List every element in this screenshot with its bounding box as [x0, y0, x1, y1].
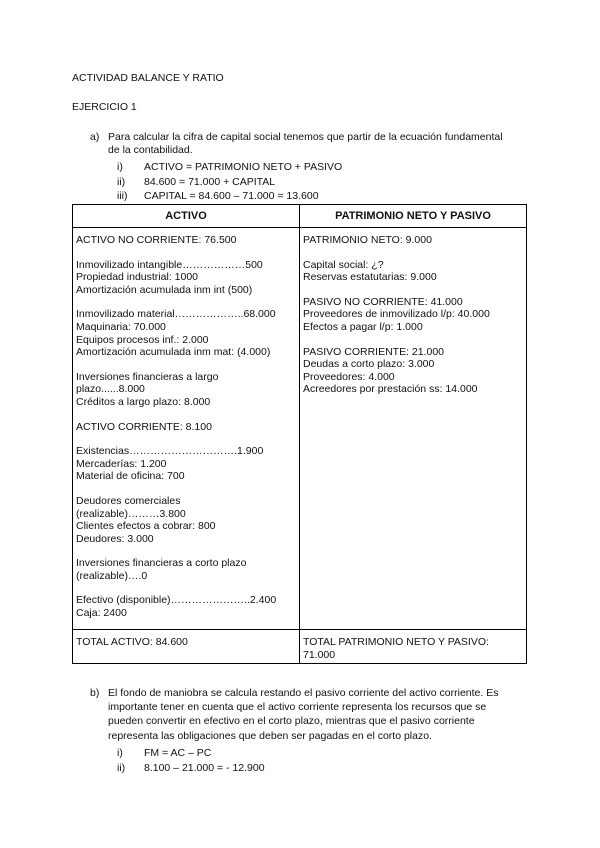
pasivo-line: Acreedores por prestación ss: 14.000 [303, 383, 478, 396]
activo-line: Maquinaria: 70.000 [76, 320, 166, 333]
pasivo-line: PASIVO NO CORRIENTE: 41.000 [303, 295, 463, 308]
activo-line: Propiedad industrial: 1000 [76, 271, 199, 284]
inversiones-largo-plazo-block [76, 371, 296, 409]
pasivo-line: Proveedores: 4.000 [303, 370, 395, 383]
activo-line: Deudores comerciales [76, 494, 181, 507]
activo-line: Mercaderías: 1.200 [76, 457, 167, 470]
activo-line: Material de oficina: 700 [76, 470, 185, 483]
part-b-marker: b) [90, 687, 100, 699]
activo-line: Inmovilizado material………………..68.000 [76, 308, 276, 321]
table-body-row [73, 228, 527, 630]
patrimonio-neto-block [303, 234, 523, 247]
patrimonio-pasivo-column [300, 228, 527, 630]
part-a-item-text: 84.600 = 71.000 + CAPITAL [144, 176, 276, 188]
part-b-item-num: i) [117, 747, 123, 759]
part-b-item-text: 8.100 – 21.000 = - 12.900 [144, 762, 265, 774]
document-title: ACTIVIDAD BALANCE Y RATIO [72, 72, 224, 84]
activo-line: Inversiones financieras a corto plazo [76, 557, 247, 570]
pasivo-line: PASIVO CORRIENTE: 21.000 [303, 345, 445, 358]
inversiones-corto-plazo-block [76, 557, 296, 582]
inmovilizado-intangible-block [76, 259, 296, 297]
capital-reservas-block [303, 259, 523, 284]
activo-line: Inversiones financieras a largo [76, 370, 219, 383]
activo-line: Equipos procesos inf.: 2.000 [76, 333, 209, 346]
part-b-item-num: ii) [117, 762, 126, 774]
existencias-block [76, 445, 296, 483]
activo-line: (realizable)….0 [76, 569, 148, 582]
activo-line: Clientes efectos a cobrar: 800 [76, 520, 216, 533]
deudores-comerciales-block [76, 495, 296, 545]
part-a-intro-line1: Para calcular la cifra de capital social tenemos que partir de la ecuación fundamental [108, 131, 503, 143]
activo-line: Existencias………………………….1.900 [76, 445, 264, 458]
part-b-line: importante tener en cuenta que el activo corriente representa los recursos que se [108, 701, 487, 713]
header-patrimonio-pasivo: PATRIMONIO NETO Y PASIVO [300, 205, 527, 228]
activo-line: Amortización acumulada inm int (500) [76, 283, 253, 296]
activo-line: Amortización acumulada inm mat: (4.000) [76, 346, 271, 359]
pasivo-line: Reservas estatutarias: 9.000 [303, 271, 437, 284]
activo-line: (realizable)………3.800 [76, 507, 186, 520]
activo-line: ACTIVO CORRIENTE: 8.100 [76, 420, 212, 433]
balance-table [72, 204, 527, 664]
activo-line: Inmovilizado intangible………………500 [76, 258, 263, 271]
part-a-item-num: ii) [117, 176, 126, 188]
activo-corriente-block [76, 421, 296, 434]
activo-line: plazo......8.000 [76, 383, 145, 396]
total-pasivo-value: 71.000 [303, 648, 336, 661]
part-a-item-text: ACTIVO = PATRIMONIO NETO + PASIVO [144, 161, 343, 173]
part-b-line: El fondo de maniobra se calcula restando el pasivo corriente del activo corriente. Es [108, 687, 499, 699]
activo-line: Efectivo (disponible)…………………..2.400 [76, 594, 277, 607]
activo-line: ACTIVO NO CORRIENTE: 76.500 [76, 234, 237, 246]
part-a-item-num: iii) [117, 190, 128, 202]
exercise-heading: EJERCICIO 1 [72, 101, 137, 113]
pasivo-line: Capital social: ¿? [303, 258, 384, 271]
pasivo-line: Deudas a corto plazo: 3.000 [303, 358, 435, 371]
part-a-intro-line2: de la contabilidad. [108, 144, 193, 156]
total-pasivo-label: TOTAL PATRIMONIO NETO Y PASIVO: [303, 636, 489, 648]
table-total-row [73, 630, 527, 664]
part-a-marker: a) [90, 131, 100, 143]
activo-line: Deudores: 3.000 [76, 532, 154, 545]
pasivo-line: Efectos a pagar l/p: 1.000 [303, 320, 423, 333]
pasivo-no-corriente-block [303, 296, 523, 334]
part-a-item-text: CAPITAL = 84.600 – 71.000 = 13.600 [144, 190, 319, 202]
activo-line: Caja: 2400 [76, 607, 127, 620]
part-b-line: pueden convertir en efectivo en el corto plazo, mientras que el pasivo corriente [108, 715, 475, 727]
table-header-row [73, 205, 527, 228]
efectivo-block [76, 594, 296, 619]
total-activo: TOTAL ACTIVO: 84.600 [73, 630, 300, 664]
pasivo-corriente-block [303, 346, 523, 396]
part-b-item-text: FM = AC – PC [144, 747, 212, 759]
activo-column [73, 228, 300, 630]
activo-line: Créditos a largo plazo: 8.000 [76, 395, 211, 408]
header-activo: ACTIVO [73, 205, 300, 228]
part-b-line: representa las obligaciones que deben ser pagadas en el corto plazo. [108, 730, 432, 742]
pasivo-line: Proveedores de inmovilizado l/p: 40.000 [303, 308, 490, 321]
inmovilizado-material-block [76, 308, 296, 358]
part-a-item-num: i) [117, 161, 123, 173]
total-patrimonio-pasivo [300, 630, 527, 664]
activo-no-corriente-block [76, 234, 296, 247]
pasivo-line: PATRIMONIO NETO: 9.000 [303, 234, 432, 246]
